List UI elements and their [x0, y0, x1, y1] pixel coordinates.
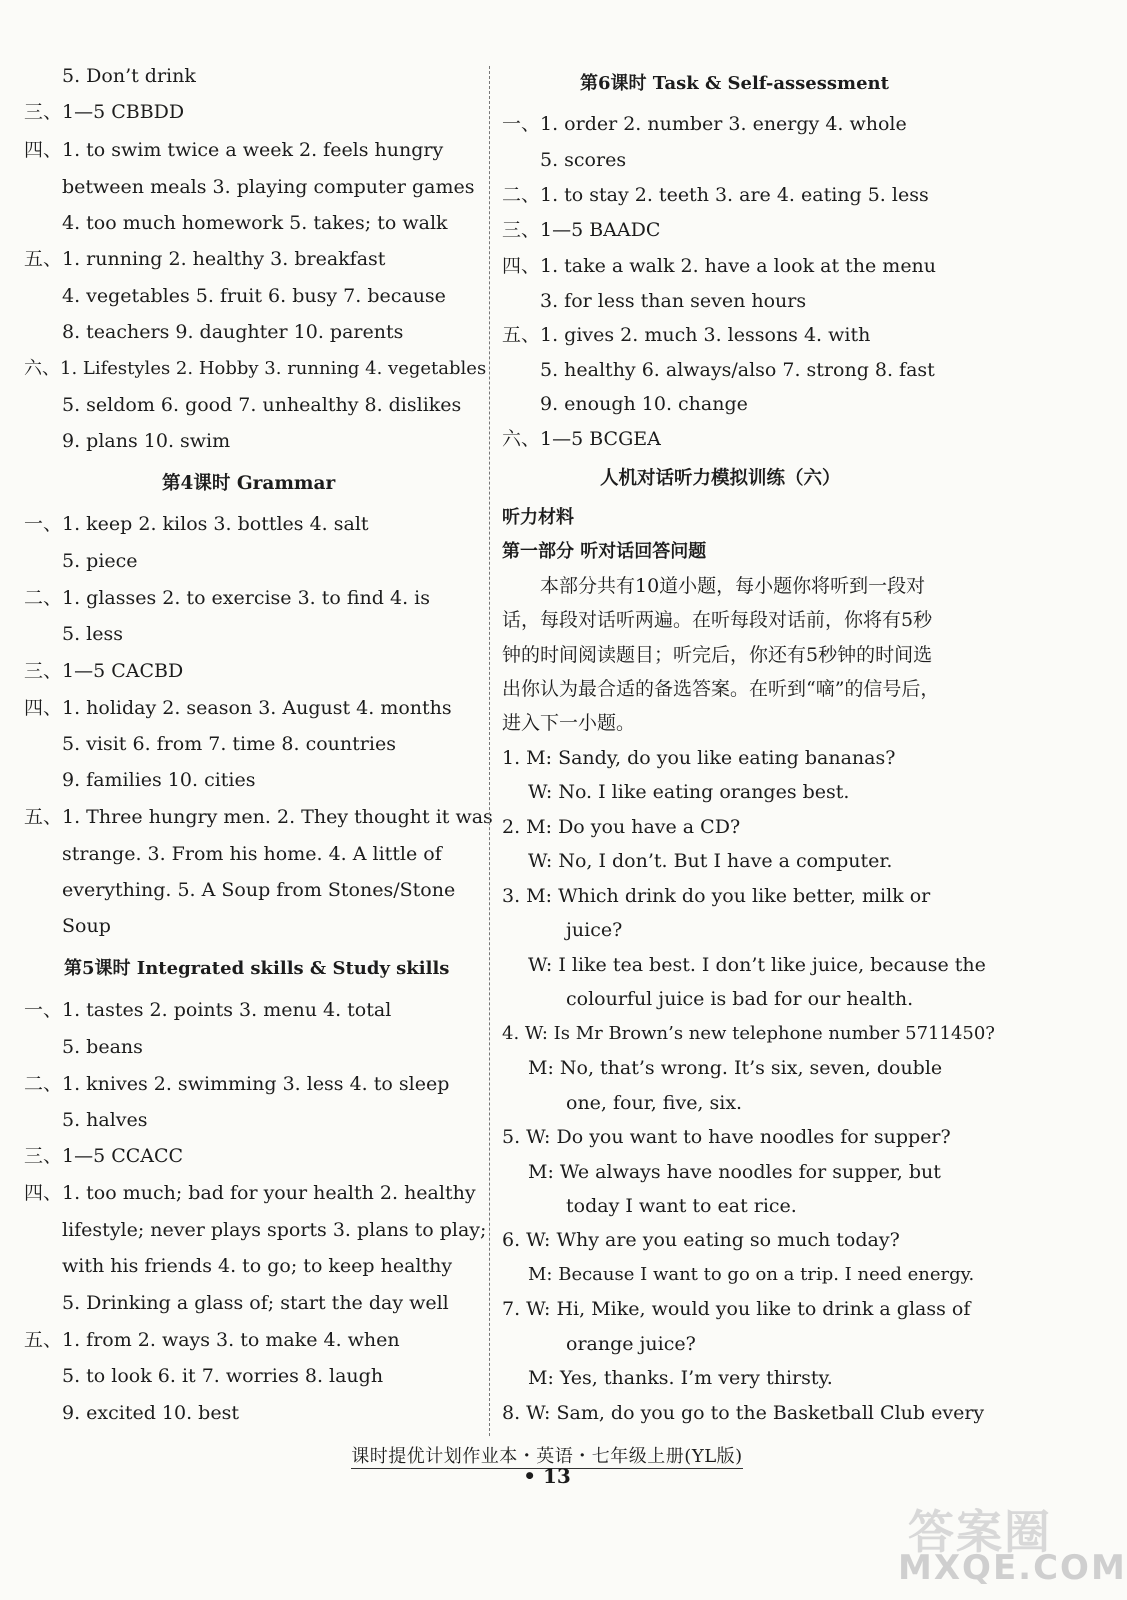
answer-line: 二、1. to stay 2. teeth 3. are 4. eating 5. less — [502, 184, 929, 206]
answer-line: 六、1—5 BCGEA — [502, 428, 661, 450]
paragraph-line: 钟的时间阅读题目；听完后，你还有5秒钟的时间选 — [502, 644, 933, 666]
section-heading: 听力材料 — [502, 507, 574, 528]
dialogue-line: 2. M: Do you have a CD? — [502, 816, 741, 838]
answer-line: between meals 3. playing computer games — [62, 176, 475, 198]
answer-line: 5. piece — [62, 550, 138, 572]
answer-line: 4. too much homework 5. takes; to walk — [62, 212, 448, 234]
answer-line: everything. 5. A Soup from Stones/Stone — [62, 879, 456, 901]
footer-title-text: 课时提优计划作业本・英语・七年级上册(YL版) — [351, 1446, 743, 1467]
answer-line: 五、1. Three hungry men. 2. They thought it was — [24, 806, 493, 828]
dialogue-line: one, four, five, six. — [566, 1092, 743, 1114]
answer-line: 三、1—5 CACBD — [24, 660, 184, 682]
paragraph-line: 本部分共有10道小题，每小题你将听到一段对 — [540, 575, 926, 597]
answer-line: 3. for less than seven hours — [540, 290, 807, 312]
section-heading: 第6课时 Task & Self-assessment — [580, 73, 889, 94]
answer-line: 三、1—5 CBBDD — [24, 101, 185, 123]
answer-line: 四、1. holiday 2. season 3. August 4. months — [24, 697, 452, 719]
paragraph-line: 进入下一小题。 — [502, 712, 636, 734]
answer-line: 六、1. Lifestyles 2. Hobby 3. running 4. vegetables — [24, 358, 487, 379]
dialogue-line: 8. W: Sam, do you go to the Basketball Club every — [502, 1402, 985, 1424]
section-heading: 人机对话听力模拟训练（六） — [600, 468, 841, 489]
section-heading: 第一部分 听对话回答问题 — [502, 541, 707, 562]
answer-line: lifestyle; never plays sports 3. plans to play; — [62, 1219, 487, 1241]
watermark-cn: 答案圈 — [908, 1505, 1052, 1559]
watermark-logo — [898, 1490, 1127, 1596]
answer-line: 5. seldom 6. good 7. unhealthy 8. dislikes — [62, 394, 462, 416]
dialogue-line: 1. M: Sandy, do you like eating bananas? — [502, 747, 896, 769]
answer-line: 四、1. to swim twice a week 2. feels hungry — [24, 139, 444, 161]
dialogue-line: 7. W: Hi, Mike, would you like to drink a glass of — [502, 1298, 971, 1320]
answer-line: 二、1. knives 2. swimming 3. less 4. to sleep — [24, 1073, 450, 1095]
dialogue-line: 3. M: Which drink do you like better, milk or — [502, 885, 931, 907]
answer-line: 四、1. too much; bad for your health 2. healthy — [24, 1182, 476, 1204]
answer-line: 一、1. tastes 2. points 3. menu 4. total — [24, 999, 392, 1021]
answer-line: 5. beans — [62, 1036, 143, 1058]
answer-line: 三、1—5 BAADC — [502, 219, 661, 241]
answer-line: 9. plans 10. swim — [62, 430, 231, 452]
answer-line: Soup — [62, 915, 111, 937]
answer-line: 5. healthy 6. always/also 7. strong 8. fast — [540, 359, 935, 381]
dialogue-line: W: I like tea best. I don’t like juice, because the — [528, 954, 986, 976]
dialogue-line: 6. W: Why are you eating so much today? — [502, 1229, 900, 1251]
answer-line: 一、1. keep 2. kilos 3. bottles 4. salt — [24, 513, 369, 535]
dialogue-line: juice? — [566, 919, 623, 941]
answer-line: 9. families 10. cities — [62, 769, 256, 791]
answer-line: 9. enough 10. change — [540, 393, 748, 415]
answer-line: 一、1. order 2. number 3. energy 4. whole — [502, 113, 907, 135]
section-heading: 第4课时 Grammar — [162, 473, 336, 494]
dialogue-line: W: No, I don’t. But I have a computer. — [528, 850, 893, 872]
dialogue-line: M: We always have noodles for supper, but — [528, 1161, 941, 1183]
section-heading: 第5课时 Integrated skills & Study skills — [64, 958, 450, 979]
watermark-url: MXQE.COM — [898, 1548, 1127, 1588]
answer-line: 五、1. from 2. ways 3. to make 4. when — [24, 1329, 400, 1351]
answer-line: 五、1. running 2. healthy 3. breakfast — [24, 248, 386, 270]
page-number: • 13 — [523, 1464, 571, 1488]
dialogue-line: M: Yes, thanks. I’m very thirsty. — [528, 1367, 833, 1389]
answer-line: 4. vegetables 5. fruit 6. busy 7. because — [62, 285, 446, 307]
answer-line: 8. teachers 9. daughter 10. parents — [62, 321, 404, 343]
dialogue-line: 4. W: Is Mr Brown’s new telephone number 5711450? — [502, 1023, 995, 1044]
dialogue-line: colourful juice is bad for our health. — [566, 988, 914, 1010]
answer-line: 5. Don’t drink — [62, 65, 196, 87]
answer-line: 5. scores — [540, 149, 627, 171]
answer-line: with his friends 4. to go; to keep healthy — [62, 1255, 453, 1277]
answer-line: 二、1. glasses 2. to exercise 3. to find 4. is — [24, 587, 430, 609]
answer-line: 五、1. gives 2. much 3. lessons 4. with — [502, 324, 871, 346]
answer-line: 9. excited 10. best — [62, 1402, 239, 1424]
paragraph-line: 话，每段对话听两遍。在听每段对话前，你将有5秒 — [502, 609, 933, 631]
answer-line: 5. halves — [62, 1109, 148, 1131]
answer-line: 5. to look 6. it 7. worries 8. laugh — [62, 1365, 384, 1387]
answer-line: 5. less — [62, 623, 123, 645]
paragraph-line: 出你认为最合适的备选答案。在听到“嘀”的信号后， — [502, 678, 940, 700]
dialogue-line: W: No. I like eating oranges best. — [528, 781, 850, 803]
dialogue-line: M: No, that’s wrong. It’s six, seven, double — [528, 1057, 943, 1079]
answer-line: strange. 3. From his home. 4. A little of — [62, 843, 442, 865]
dialogue-line: today I want to eat rice. — [566, 1195, 797, 1217]
column-divider — [489, 66, 490, 1436]
answer-line: 5. Drinking a glass of; start the day well — [62, 1292, 449, 1314]
answer-line: 5. visit 6. from 7. time 8. countries — [62, 733, 396, 755]
dialogue-line: M: Because I want to go on a trip. I need energy. — [528, 1264, 975, 1285]
answer-line: 三、1—5 CCACC — [24, 1145, 184, 1167]
answer-line: 四、1. take a walk 2. have a look at the menu — [502, 255, 937, 277]
dialogue-line: orange juice? — [566, 1333, 696, 1355]
dialogue-line: 5. W: Do you want to have noodles for supper? — [502, 1126, 951, 1148]
